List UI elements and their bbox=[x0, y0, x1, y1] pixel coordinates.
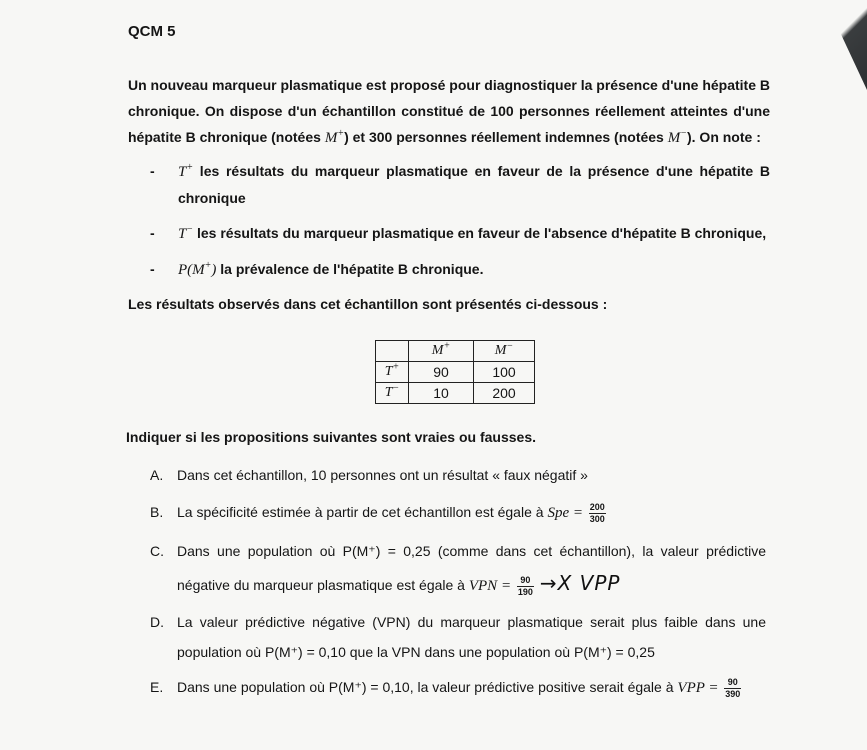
definitions-list bbox=[150, 158, 770, 292]
table-corner-cell bbox=[376, 341, 409, 362]
symbol-p-m-plus: P(M+) bbox=[178, 260, 217, 278]
definition-item: - T+ les résultats du marqueur plasmatique en faveur de la présence d'une hépatite B chronique bbox=[150, 162, 770, 206]
proposition-d: D. La valeur prédictive négative (VPN) du marqueur plasmatique serait plus faible dans une population où P(M⁺) = 0,10 que la VPN dans une population où P(M⁺) = 0,25 bbox=[150, 614, 766, 660]
results-intro: Les résultats observés dans cet échantillon sont présentés ci-dessous : bbox=[128, 296, 608, 312]
page-corner-shadow bbox=[807, 0, 867, 90]
fraction: $\frac{200}{300}$ bbox=[589, 501, 605, 524]
fraction: $\frac{90}{390}$ bbox=[725, 676, 741, 699]
proposition-b: B. La spécificité estimée à partir de cet échantillon est égale à Spe = $\frac{200}{300}$ bbox=[150, 501, 605, 524]
symbol-m-plus: M+ bbox=[324, 128, 345, 146]
table-row-header: T− bbox=[376, 383, 409, 404]
definition-text: les résultats du marqueur plasmatique en faveur de la présence d'une hépatite B chronique bbox=[178, 163, 770, 206]
table-header-row bbox=[376, 341, 535, 362]
formula-spe: Spe = bbox=[547, 505, 587, 521]
results-table bbox=[375, 340, 535, 404]
symbol-m-minus: M− bbox=[667, 128, 687, 146]
table-cell: 10 bbox=[409, 383, 474, 404]
intro-text-2: ) et 300 personnes réellement indemnes (notées bbox=[344, 129, 668, 145]
instruction-text: Indiquer si les propositions suivantes sont vraies ou fausses. bbox=[126, 429, 537, 445]
definition-text: les résultats du marqueur plasmatique en faveur de l'absence d'hépatite B chronique, bbox=[193, 225, 767, 241]
table-cell: 200 bbox=[474, 383, 535, 404]
proposition-e: E. Dans une population où P(M⁺) = 0,10, la valeur prédictive positive serait égale à VPP = $\frac{90}{390}$ bbox=[150, 676, 741, 699]
formula-vpn: VPN = bbox=[468, 578, 515, 594]
table-row bbox=[376, 383, 535, 404]
table-col-header: M+ bbox=[409, 341, 474, 362]
intro-text-1: Un nouveau marqueur plasmatique est proposé pour diagnostiquer la présence d'une hépatite B chronique. On dispose d'un échantillon constitué de 100 personnes réellement atteintes d'une hépatite B chronique (notées bbox=[128, 77, 771, 145]
table-col-header: M− bbox=[474, 341, 535, 362]
definition-text: la prévalence de l'hépatite B chronique. bbox=[216, 261, 484, 277]
fraction: $\frac{90}{190}$ bbox=[517, 574, 533, 597]
intro-text-3: ). On note : bbox=[686, 129, 761, 145]
proposition-a: A. Dans cet échantillon, 10 personnes ont un résultat « faux négatif » bbox=[150, 467, 588, 483]
formula-vpp: VPP = bbox=[677, 680, 723, 696]
handwritten-annotation: →X VPP bbox=[539, 571, 621, 595]
propositions-list bbox=[150, 460, 766, 703]
table-cell: 100 bbox=[474, 362, 535, 383]
table-row-header: T+ bbox=[376, 362, 409, 383]
proposition-c: C. Dans une population où P(M⁺) = 0,25 (comme dans cet échantillon), la valeur prédictive négative du marqueur plasmatique est égale à VPN = $\frac{90}{190}$ →X VPP bbox=[150, 543, 766, 597]
definition-item: - T− les résultats du marqueur plasmatique en faveur de l'absence d'hépatite B chronique, bbox=[150, 224, 767, 242]
intro-paragraph bbox=[128, 72, 770, 151]
symbol-t-plus: T+ bbox=[178, 162, 194, 180]
symbol-t-minus: T− bbox=[178, 224, 194, 242]
definition-item: - P(M+) la prévalence de l'hépatite B chronique. bbox=[150, 260, 484, 278]
table-row bbox=[376, 362, 535, 383]
page-title: QCM 5 bbox=[128, 23, 176, 40]
table-cell: 90 bbox=[409, 362, 474, 383]
